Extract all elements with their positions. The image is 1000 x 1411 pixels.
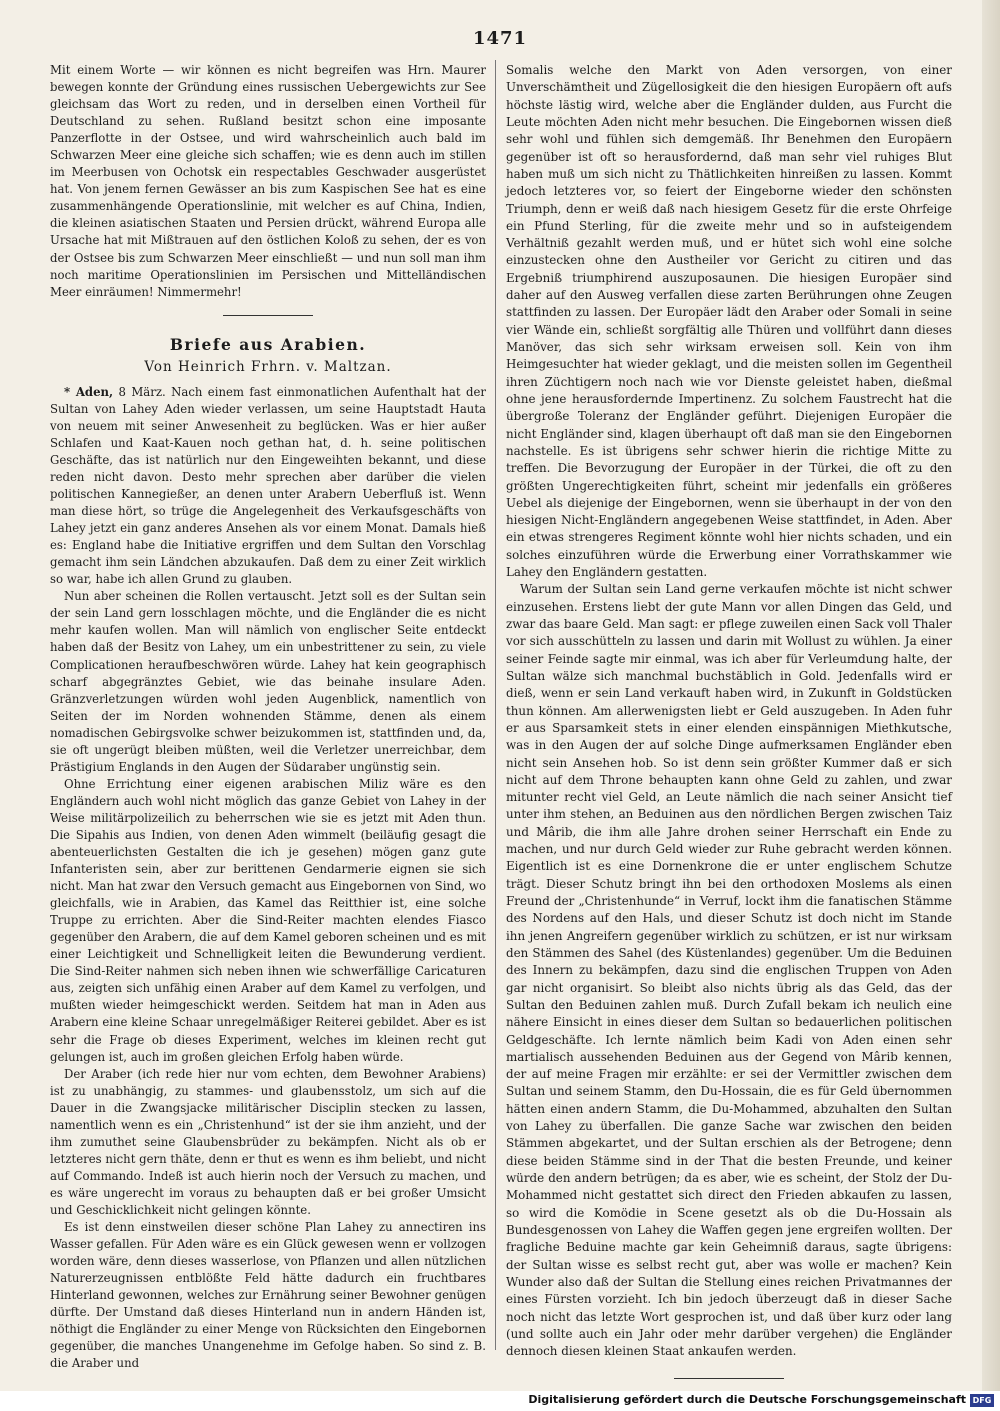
footer-credit: Digitalisierung gefördert durch die Deutsche Forschungsgemeinschaft [528,1393,966,1406]
article-heading: Briefe aus Arabien. [169,334,367,354]
dateline-place: * Aden, [64,384,114,399]
article-paragraph: Es ist denn einstweilen dieser schöne Plan Lahey zu annectiren ins Wasser gefallen. Für Aden wäre es ein Glück gewesen wenn er vollzogen worden wäre, denn dieses wasserlose, von Pflanzen und allen nützlichen Naturerzeugnissen entblößte Feld hätte dadurch ein fruchtbares Hinterland gewonnen, welches zur Ernährung seiner Bewohner genügen dürfte. Der Umstand daß dieses Hinterland nun in andern Händen ist, nöthigt die Engländer zu einer Menge von Rücksichten den Eingebornen gegenüber, die manches Unangenehme im Gefolge haben. So sind z. B. die Araber und [50,1220,486,1371]
section-rule [223,315,313,316]
page-number: 1471 [472,28,528,49]
article-paragraph: Ohne Errichtung einer eigenen arabischen Miliz wäre es den Engländern auch wohl nicht möglich das ganze Gebiet von Lahey in der Weise militärpolizeilich zu beherrschen wie sie es jetzt mit Aden thun. Die Sipahis aus Indien, von denen Aden wimmelt (beiläufig gesagt die abenteuerlichsten Gestalten die ich je gesehen) mögen ganz gute Infanteristen sein, aber zur berittenen Gendarmerie eignen sie sich nicht. Man hat zwar den Versuch gemacht aus Eingebornen von Sind, wo gleichfalls, wie in Arabien, das Kamel das Reitthier ist, eine solche Truppe zu errichten. Aber die Sind-Reiter machten elendes Fiasco gegenüber den Arabern, die auf dem Kamel geboren scheinen und es mit einer Leichtigkeit und Schnelligkeit leiten die Bewunderung verdient. Die Sind-Reiter nahmen sich neben ihnen wie schwerfällige Caricaturen aus, zeigten sich unfähig einen Araber auf dem Kamel zu verfolgen, und mußten wieder heimgeschickt werden. Seitdem hat man in Aden aus Arabern eine kleine Schaar unregelmäßiger Reiterei gebildet. Aber es ist sehr die Frage ob dieses Experiment, welches im kleinen recht gut gelungen ist, auch im großen gleichen Erfolg haben würde. [50,776,486,1064]
article-paragraph: Mit einem Worte — wir können es nicht begreifen was Hrn. Maurer bewegen konnte der Gründung eines russischen Uebergewichts zur See gleichsam das Wort zu reden, und in derselben einen Vortheil für Deutschland zu sehen. Rußland besitzt schon eine imposante Panzerflotte in der Ostsee, und wird wahrscheinlich auch bald im Schwarzen Meer eine gleiche sich schaffen; wie es denn auch im stillen im Meerbusen von Ochotsk ein respectables Geschwader ausgerüstet hat. Von jenem fernen Gewässer an bis zum Kaspischen See hat es eine zusammenhängende Operationslinie, mit welcher es auf China, Indien, die kleinen asiatischen Staaten und Persien drückt, während Europa alle Ursache hat mit Mißtrauen auf den östlichen Koloß zu sehen, der es von der Ostsee bis zum Schwarzen Meer einschließt — und nun soll man ihm noch maritime Operationslinien im Persischen und Mittelländischen Meer einräumen! Nimmermehr! [50,63,486,299]
end-rule [674,1378,784,1379]
article-paragraph: Warum der Sultan sein Land gerne verkaufen möchte ist nicht schwer einzusehen. Erstens liebt der gute Mann vor allen Dingen das Geld, und zwar das baare Geld. Man sagt: er pflege zuweilen einen Sack voll Thaler vor sich ausschütteln zu lassen und darin mit Wollust zu wühlen. Ja einer seiner Feinde sagte mir einmal, was ich aber für Verleumdung halte, der Sultan wälze sich manchmal buchstäblich in Gold. Jedenfalls wird er dieß, wenn er sein Land verkauft haben wird, in Zukunft in Goldstücken thun können. Am allerwenigsten liebt er Geld auszugeben. In Aden fuhr er aus Sparsamkeit stets in einer elenden einspännigen Miethkutsche, was in den Augen der auf solche Dinge aufmerksamen Engländer eben nicht sein Ansehen hob. So ist denn sein größter Kummer daß er sich nicht auf dem Throne behaupten kann ohne Geld zu zahlen, und zwar mitunter recht viel Geld, an Leute nämlich die nach seiner Ansicht tief unter ihm stehen, an Beduinen aus den nördlichen Bergen zwischen Taiz und Mârib, die ihm alle Jahre drohen seiner Herrschaft ein Ende zu machen, und nur durch Geld wieder zur Ruhe gebracht werden können. Eigentlich ist es eine Dornenkrone die er unter englischem Schutze trägt. Dieser Schutz bringt ihn bei den orthodoxen Moslems als einen Freund der „Christenhunde“ in Verruf, lockt ihm die fanatischen Stämme des Nordens auf den Hals, und dieser Schutz ist doch nicht im Stande ihn jenen Angreifern gegenüber wirklich zu schützen, er ist nur wirksam den Stämmen des Sahel (des Küstenlandes) gegenüber. Um die Beduinen des Innern zu bekämpfen, dazu sind die englischen Truppen von Aden gar nicht organisirt. So bleibt also nichts übrig als das Geld, das der Sultan den Beduinen zahlen muß. Durch Zufall bekam ich neulich eine nähere Einsicht in eines dieser dem Sultan so bedauerlichen politischen Geldgeschäfte. Ich lernte nämlich beim Kadi von Aden einen sehr martialisch aussehenden Beduinen aus der Gegend von Mârib kennen, der auf meine Fragen mir erzählte: er sei der Vermittler zwischen dem Sultan und seinem Stamm, den Du-Hossain, die es für Geld übernommen hätten einen andern Stamm, die Du-Mohammed, abzuhalten den Sultan von Lahey zu überfallen. Die ganze Sache war zwischen den beiden Stämmen abgekartet, und der Sultan erschien als der Betrogene; denn diese beiden Stämme sind in der That die besten Freunde, und keiner würde den andern betrügen; da es aber, wie es scheint, der Stolz der Du-Mohammed nicht gestattet sich direct den Frieden abkaufen zu lassen, so wird die Komödie in Scene gesetzt als ob die Du-Hossain als Bundesgenossen von Lahey die Waffen gegen jene ergreifen wollten. Der fragliche Beduine machte gar kein Geheimniß daraus, sagte übrigens: der Sultan wisse es selbst recht gut, aber was wolle er machen? Kein Wunder also daß der Sultan die Stellung eines reichen Privatmannes der eines Fürsten vorzieht. Ich bin jedoch überzeugt daß in dieser Sache noch nicht das letzte Wort gesprochen ist, und daß über kurz oder lang (und sollte auch ein Jahr oder mehr darüber vergehen) die Engländer dennoch diesen kleinen Staat ankaufen werden. [506,582,952,1359]
scan-edge [982,0,1000,1391]
left-column [50,62,486,1372]
column-divider [495,60,496,1350]
article-byline: Von Heinrich Frhrn. v. Maltzan. [144,358,392,375]
dateline-paragraph [50,384,486,589]
dfg-logo-icon: DFG [970,1394,994,1407]
footer-bar [0,1391,1000,1411]
article-paragraph: Nun aber scheinen die Rollen vertauscht. Jetzt soll es der Sultan sein der sein Land gern losschlagen möchte, und die Engländer die es nicht mehr kaufen wollen. Man will nämlich von englischer Seite entdeckt haben daß der Besitz von Lahey, um ein unbestrittener zu sein, zu viele Complicationen heraufbeschwören würde. Lahey hat kein geographisch scharf abgegränztes Gebiet, wie das beinahe insulare Aden. Gränzverletzungen würden wohl jeden Augenblick, namentlich von Seiten der im Norden wohnenden Stämme, denen als einem nomadischen Gebirgsvolke schwer beizukommen ist, stattfinden und, da, sie oft ungerügt bleiben müßten, weil die Verletzer unerreichbar, dem Prästigium Englands in den Augen der Südaraber ungünstig sein. [50,589,486,774]
article-paragraph: Somalis welche den Markt von Aden versorgen, von einer Unverschämtheit und Zügellosigkeit die den hiesigen Europäern oft aufs höchste lästig wird, welche aber die Engländer dulden, aus Furcht die Leute möchten Aden nicht mehr besuchen. Die Eingebornen wissen dieß sehr wohl und fühlen sich demgemäß. Ihr Benehmen den Europäern gegenüber ist oft so herausfordernd, daß man sehr viel ruhiges Blut haben muß um sich nicht zu Thätlichkeiten hinreißen zu lassen. Kommt jedoch letzteres vor, so feiert der Eingeborne wieder den schönsten Triumph, denn er weiß daß nach hiesigem Gesetz für die erste Ohrfeige ein Pfund Sterling, für die zweite mehr und so in aufsteigendem Verhältniß gezahlt werden muß, und er hütet sich wohl eine solche einzustecken ohne den Austheiler vor Gericht zu citiren und das Ergebniß triumphirend auszuposaunen. Die hiesigen Europäer sind daher auf den Ausweg verfallen diese zarten Berührungen ohne Zeugen stattfinden zu lassen. Der Europäer lädt den Araber oder Somali in seine vier Wände ein, schließt sorgfältig alle Thüren und vollführt dann dieses Manöver, das sich sehr wirksam erweisen soll. Kein von ihm Heimgesuchter hat wieder geklagt, und die meisten sollen im Gegentheil ihren Züchtigern noch nach wie vor Dienste geleistet haben, dießmal ohne jene herausfordernde Impertinenz. Zu solchem Faustrecht hat die übergroße Toleranz der Engländer geführt. Diejenigen Europäer die nicht Engländer sind, klagen überhaupt oft daß man sie den Eingebornen nachstelle. Es ist übrigens sehr schwer hierin die richtige Mitte zu treffen. Die Bevorzugung der Europäer in der Türkei, die oft zu den größten Ungerechtigkeiten führt, scheint mir jedenfalls ein größeres Uebel als diejenige der Eingebornen, wenn sie überhaupt in der von den hiesigen Nicht-Engländern angegebenen Weise stattfindet, in Aden. Aber ein etwas strengeres Regiment könnte wohl hier nichts schaden, und ein solches einzuführen würde die Erwerbung einer Vorrathskammer wie Lahey den Engländern gestatten. [506,63,952,580]
right-column [506,62,952,1379]
dateline-text: 8 März. Nach einem fast einmonatlichen Aufenthalt hat der Sultan von Lahey Aden wieder verlassen, um seine Hauptstadt Hauta von neuem mit seiner Anwesenheit zu beglücken. Was er hier außer Schlafen und Kaat-Kauen noch gethan hat, d. h. seine politischen Geschäfte, das ist natürlich nur den Eingeweihten bekannt, und diese reden nicht davon. Desto mehr sprechen aber darüber die vielen politischen Kannegießer, an denen unter Arabern Ueberfluß ist. Wenn man diese hört, so trüge die Angelegenheit des Verkaufsgeschäfts von Lahey jetzt ein ganz anderes Ansehen als vor einem Monat. Damals hieß es: England habe die Initiative ergriffen und dem Sultan den Vorschlag gemacht ihm sein Ländchen abzukaufen. Daß dem zu einer Zeit wirklich so war, habe ich allen Grund zu glauben. [50,384,486,587]
article-paragraph: Der Araber (ich rede hier nur vom echten, dem Bewohner Arabiens) ist zu unabhängig, zu stammes- und glaubensstolz, um sich auf die Dauer in die Zwangsjacke militärischer Disciplin stecken zu lassen, namentlich wenn es ein „Christenhund“ ist der sie ihm anzieht, und der ihm zumuthet seine Glaubensbrüder zu bekämpfen. Nicht als ob er letzteres nicht gern thäte, denn er thut es wenn es ihm beliebt, und nicht auf Commando. Indeß ist auch hierin noch der Versuch zu machen, und es wäre ungerecht im voraus zu behaupten daß er bei großer Umsicht und Geschicklichkeit nicht gelingen könnte. [50,1066,486,1217]
